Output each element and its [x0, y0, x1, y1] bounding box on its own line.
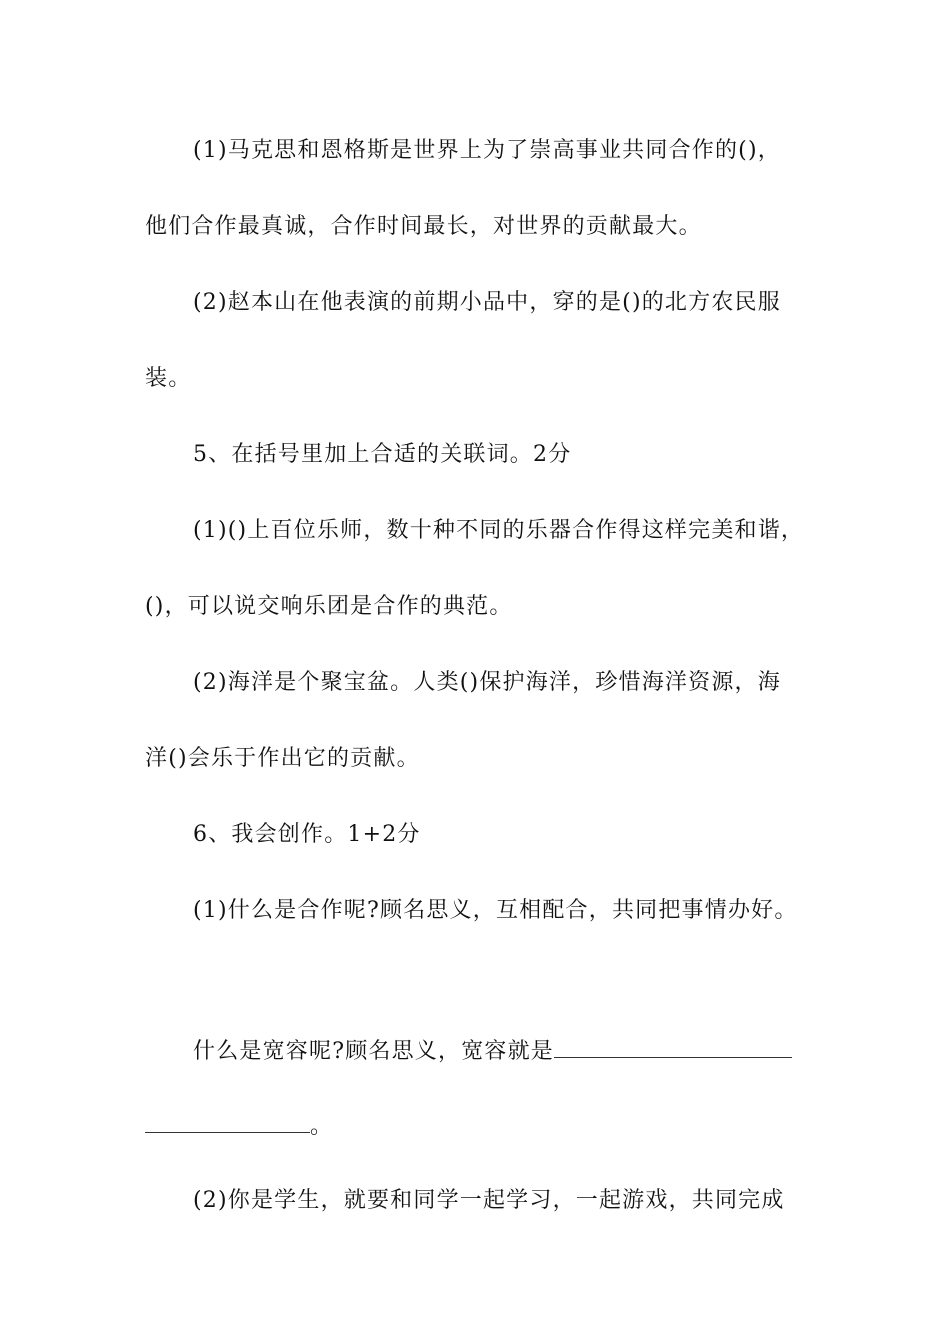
text-line-12	[193, 1035, 792, 1068]
text-line-6: (1)()上百位乐师，数十种不同的乐器合作得这样完美和谐，	[193, 518, 805, 543]
text-line-3: (2)赵本山在他表演的前期小品中，穿的是()的北方农民服	[193, 290, 781, 315]
text-line-9: 洋()会乐于作出它的贡献。	[145, 746, 420, 771]
text-line-8: (2)海洋是个聚宝盆。人类()保护海洋，珍惜海洋资源，海	[193, 670, 781, 695]
text-line-7: ()，可以说交响乐团是合作的典范。	[145, 594, 513, 619]
fill-prompt: 什么是宽容呢?顾名思义，宽容就是	[193, 1039, 554, 1064]
line-end-punctuation: 。	[310, 1114, 334, 1139]
answer-blank-2[interactable]	[145, 1110, 310, 1133]
text-line-14: (2)你是学生，就要和同学一起学习，一起游戏，共同完成	[193, 1188, 785, 1213]
question-5-heading: 5、在括号里加上合适的关联词。2分	[193, 442, 572, 467]
question-6-heading: 6、我会创作。1+2分	[193, 822, 421, 847]
text-line-4: 装。	[145, 366, 192, 391]
text-line-2: 他们合作最真诚，合作时间最长，对世界的贡献最大。	[145, 214, 702, 239]
text-line-1: (1)马克思和恩格斯是世界上为了崇高事业共同合作的()，	[193, 138, 781, 163]
answer-blank-1[interactable]	[554, 1035, 792, 1058]
text-line-11: (1)什么是合作呢?顾名思义，互相配合，共同把事情办好。	[193, 898, 798, 923]
text-line-13	[145, 1110, 333, 1143]
